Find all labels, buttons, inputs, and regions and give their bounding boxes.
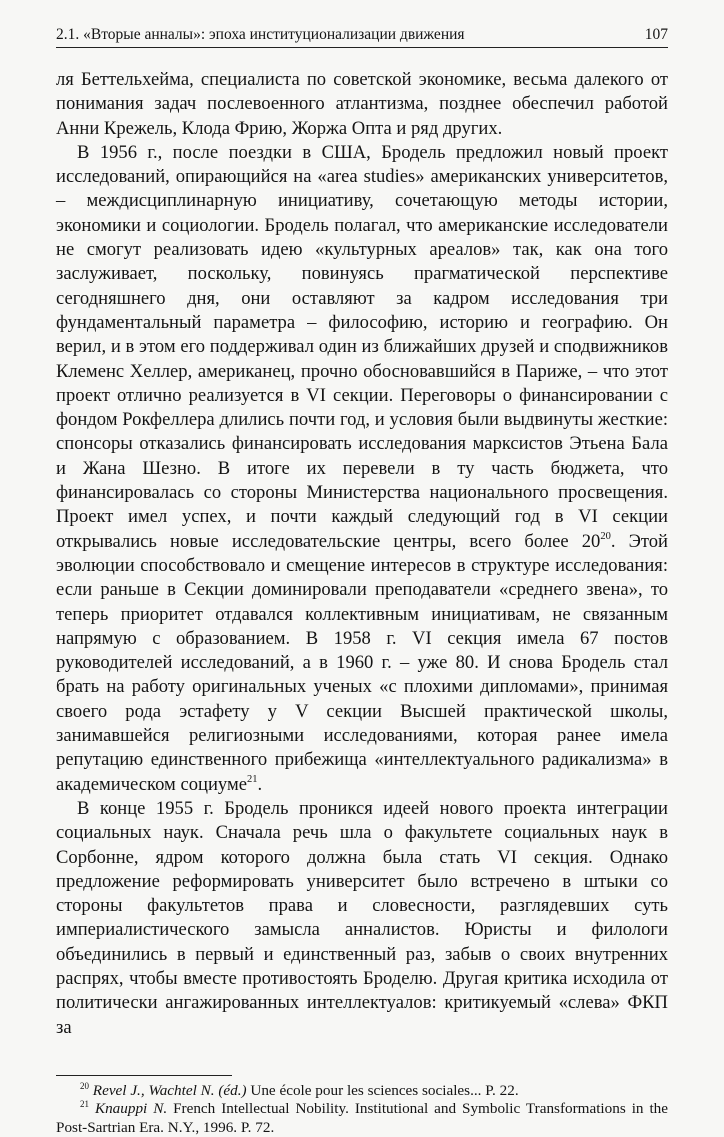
page-number: 107: [644, 26, 668, 43]
paragraph-1: ля Беттельхейма, специалиста по советской экономике, весьма далекого от понимания задач послевоенного атлантизма, позднее обеспечил работой Анни Крежель, Клода Фрию, Жоржа Опта и ряд других.: [56, 69, 668, 139]
running-title: 2.1. «Вторые анналы»: эпоха институционализации движения: [56, 26, 465, 43]
paragraph-2-part-b: . Этой эволюции способствовало и смещение интересов в структуре исследования: если раньше в Секции доминировали преподаватели «среднего звена», то теперь приоритет отдавался коллективным инициативам, не связанным напрямую с образованием. В 1958 г. VI секция имела 67 постов руководителей исследований, а в 1960 г. – уже 80. И снова Бродель стал брать на работу оригинальных ученых «с плохими дипломами», принимая своего рода эстафету у V секции Высшей практической школы, занимавшейся религиозными исследованиями, которая ранее имела репутацию единственного прибежища «интеллектуального радикализма» в академическом социуме: [56, 530, 668, 795]
footnote-number: 20: [80, 1080, 89, 1091]
running-head: [56, 26, 668, 48]
footnote-author: Revel J., Wachtel N. (éd.): [92, 1081, 247, 1099]
footnote-21: [56, 1100, 668, 1137]
footnote-number: 21: [80, 1099, 89, 1110]
body-text: [56, 68, 668, 1040]
paragraph-3: В конце 1955 г. Бродель проникся идеей нового проекта интеграции социальных наук. Сначала речь шла о факультете социальных наук в Сорбонне, ядром которого должна была стать VI секция. Однако предложение реформировать университет было встречено в штыки со стороны факультетов права и словесности, разглядевших суть империалистического замысла анналистов. Юристы и филологи объединились в первый и единственный раз, забыв о своих внутренних распрях, чтобы вместе противостоять Броделю. Другая критика исходила от политически ангажированных интеллектуалов: критикуемый «слева» ФКП за: [56, 797, 668, 1038]
footnote-text: French Intellectual Nobility. Institutional and Symbolic Transformations in the Post-Sartrian Era. N.Y., 1996. P. 72.: [56, 1100, 668, 1136]
footnote-author: Knauppi N.: [94, 1100, 168, 1118]
footnote-ref-21[interactable]: 21: [246, 773, 258, 785]
footnote-text: Une école pour les sciences sociales... P. 22.: [246, 1081, 519, 1099]
paragraph-2-part-a: В 1956 г., после поездки в США, Бродель предложил новый проект исследований, опирающийся на «area studies» американских университетов, – междисциплинарную инициативу, сочетающую методы истории, экономики и социологии. Бродель полагал, что американские исследователи не смогут реализовать идею «культурных ареалов» так, как она того заслуживает, поскольку, повинуясь прагматической перспективе сегодняшнего дня, они оставляют за кадром исследования три фундаментальный параметра – философию, историю и географию. Он верил, и в этом его поддерживал один из ближайших друзей и сподвижников Клеменс Хеллер, американец, прочно обосновавшийся в Париже, – что этот проект отлично реализуется в VI секции. Переговоры о финансировании с фондом Рокфеллера длились почти год, и условия были выдвинуты жесткие: спонсоры отказались финансировать исследования марксистов Этьена Бала и Жана Шезно. В итоге их перевели в ту часть бюджета, что финансировалась со стороны Министерства национального просвещения. Проект имел успех, и почти каждый следующий год в VI секции открывались новые исследовательские центры, всего более 20: [56, 141, 668, 552]
footnote-20: [56, 1082, 668, 1101]
paragraph-2-part-c: .: [257, 773, 263, 795]
footnote-divider: [56, 1075, 232, 1076]
paragraph-2: [56, 141, 668, 797]
book-page: [56, 26, 668, 1137]
footnote-ref-20[interactable]: 20: [600, 530, 611, 542]
